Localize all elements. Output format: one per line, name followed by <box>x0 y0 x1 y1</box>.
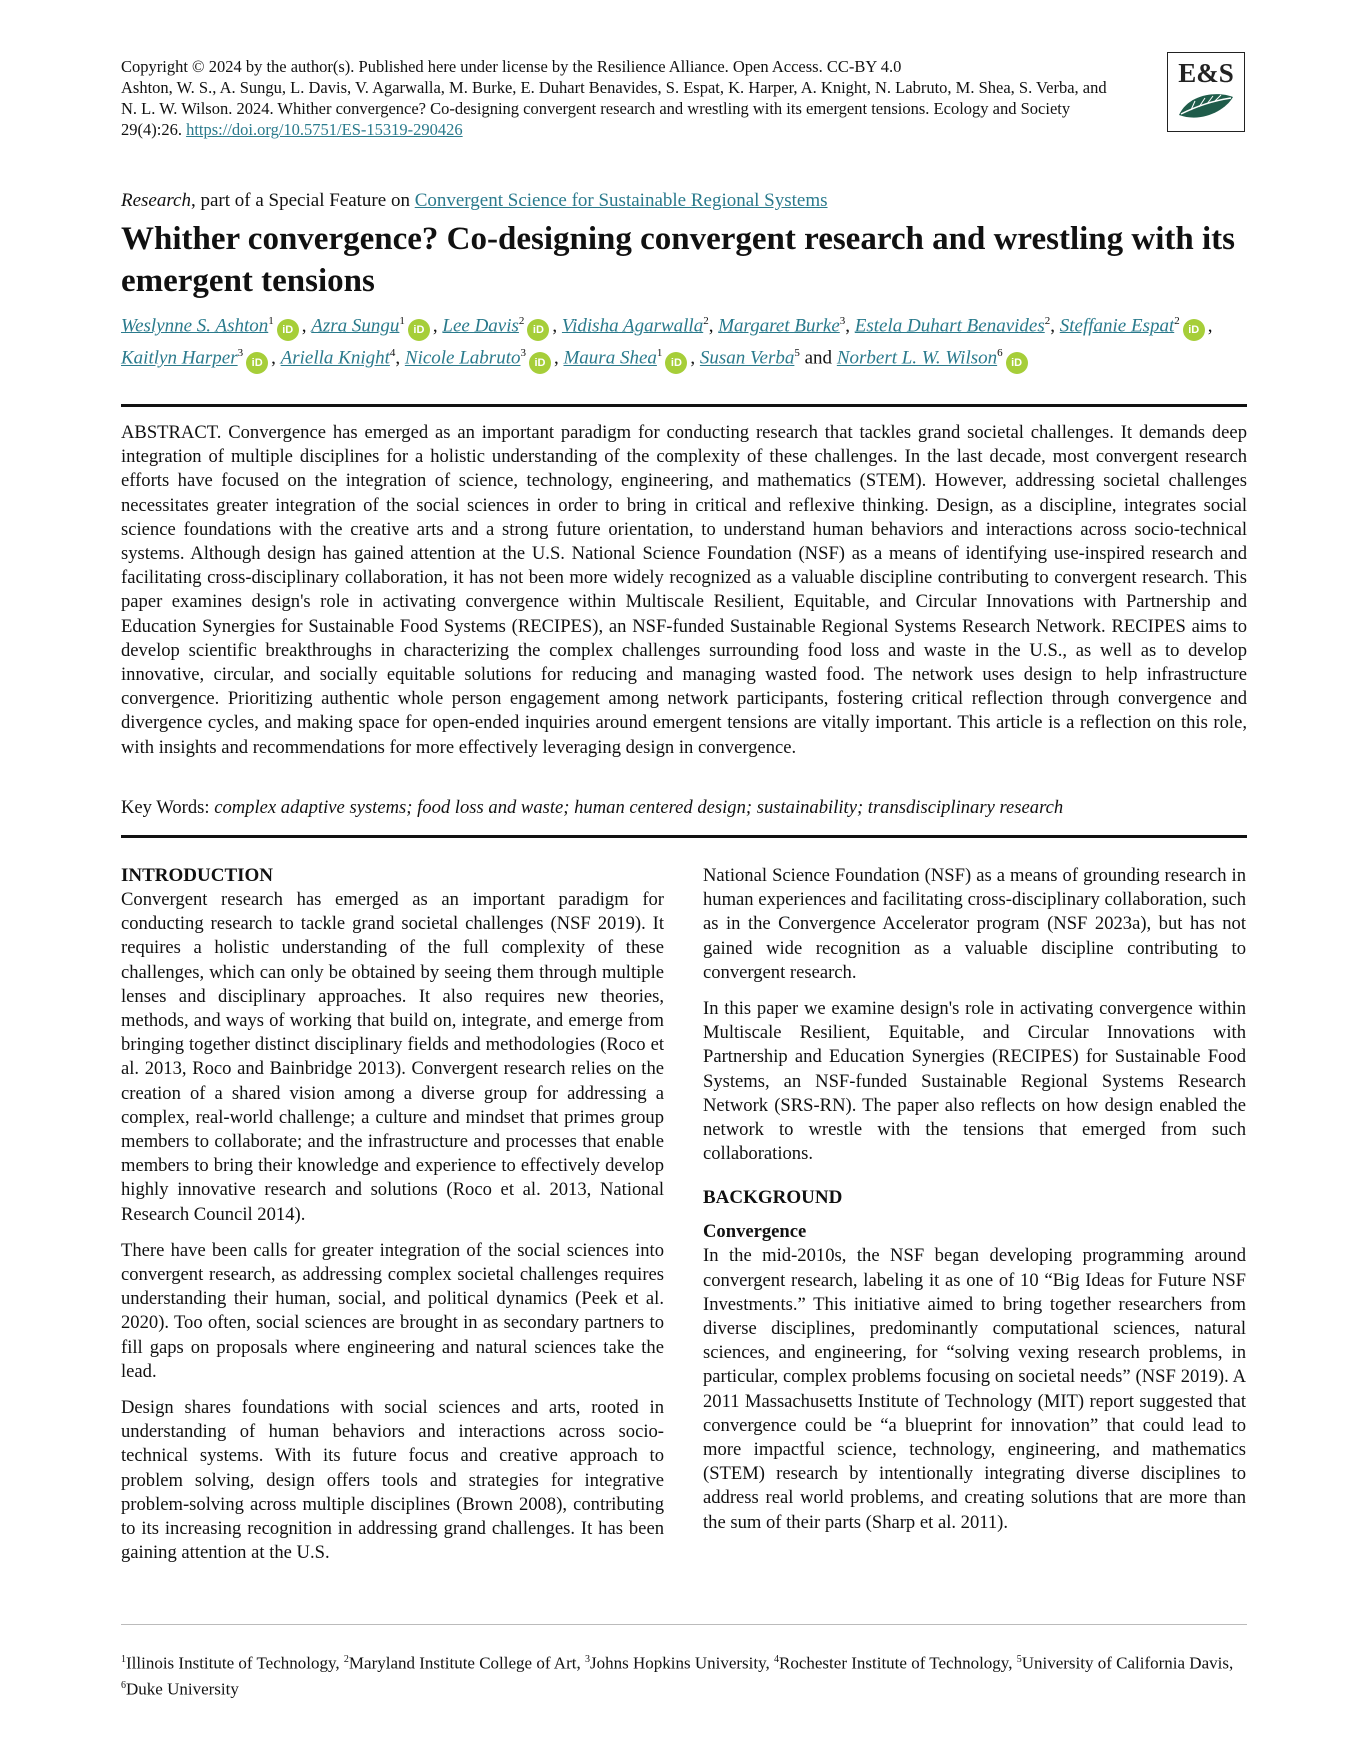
affiliation-number: 2 <box>343 1654 349 1665</box>
special-feature-link[interactable]: Convergent Science for Sustainable Regional Systems <box>414 190 828 211</box>
author-name-link[interactable]: Azra Sungu <box>311 315 400 337</box>
convergence-subheading: Convergence <box>703 1221 807 1243</box>
paragraph: In the mid-2010s, the NSF began developing programming around convergent research, labeling it as one of 10 “Big Ideas for Future NSF Investments.” This initiative aimed to bring together researchers from diverse disciplines, predominantly computational sciences, natural sciences, and engineering, for “solving vexing research problems, in particular, complex problems focusing on societal needs” (NSF 2019). A 2011 Massachusetts Institute of Technology (MIT) report suggested that convergence could be “a blueprint for innovation” that could lead to more impactful science, technology, engineering, and mathematics (STEM) research by intentionally integrating diverse disciplines to address real world problems, and creating solutions that are more than the sum of their parts (Sharp et al. 2011). <box>703 1245 1246 1533</box>
orcid-icon[interactable]: iD <box>246 352 268 374</box>
orcid-icon[interactable]: iD <box>408 319 430 341</box>
special-feature-line <box>121 190 828 212</box>
right-column <box>703 864 1246 1547</box>
article-title: Whither convergence? Co-designing convergent research and wrestling with its emergent tensions <box>121 221 1235 299</box>
feature-mid-text: , part of a Special Feature on <box>191 190 415 211</box>
affiliation-number: 4 <box>774 1654 779 1665</box>
left-column <box>121 864 664 1577</box>
orcid-icon[interactable]: iD <box>277 319 299 341</box>
affiliation-name: Duke University <box>126 1679 239 1699</box>
affiliation-number: 3 <box>584 1654 590 1665</box>
paragraph: Design shares foundations with social sciences and arts, rooted in understanding of human behaviors and interactions across socio-technical systems. With its future focus and creative approach to problem solving, design offers tools and strategies for integrative problem-solving across multiple disciplines (Brown 2008), contributing to its increasing recognition in addressing grand challenges. It has been gaining attention at the U.S. <box>121 1397 664 1564</box>
author-name-link[interactable]: Kaitlyn Harper <box>121 347 238 369</box>
affiliation-number: 3 <box>520 347 526 360</box>
affiliation-number: 1 <box>121 1654 126 1665</box>
affiliation-number: 6 <box>121 1679 126 1691</box>
orcid-icon[interactable]: iD <box>665 352 687 374</box>
author-name-link[interactable]: Estela Duhart Benavides <box>854 315 1045 337</box>
affiliation-number: 1 <box>268 315 274 327</box>
affiliation-name: Johns Hopkins University <box>589 1653 766 1673</box>
affiliation-number: 6 <box>997 347 1003 360</box>
author-name-link[interactable]: Norbert L. W. Wilson <box>836 347 998 369</box>
author-name-link[interactable]: Steffanie Espat <box>1059 315 1175 337</box>
affiliation-number: 1 <box>656 347 663 360</box>
orcid-icon[interactable]: iD <box>1006 352 1028 374</box>
citation-header <box>121 56 1121 140</box>
citation-text <box>121 77 1121 140</box>
keywords-text: complex adaptive systems; food loss and waste; human centered design; sustainability; transdisciplinary research <box>214 797 1064 818</box>
author-name-link[interactable]: Vidisha Agarwalla <box>561 315 704 337</box>
keywords-line <box>121 797 1247 819</box>
affiliation-number: 5 <box>794 347 800 360</box>
paragraph: Convergent research has emerged as an important paradigm for conducting research to tackle grand societal challenges (NSF 2019). It requires a holistic understanding of the full complexity of these challenges, which can only be obtained by seeing them through multiple lenses and disciplinary approaches. It also requires new theories, methods, and ways of working that build on, integrate, and emerge from bringing together distinct disciplinary fields and methodologies (Roco et al. 2013, Roco and Bainbridge 2013). Convergent research relies on the creation of a shared vision among a diverse group for addressing a complex, real-world challenge; a culture and mindset that primes group members to collaborate; and the infrastructure and processes that enable members to bring their knowledge and experience to effectively develop highly innovative research and solutions (Roco et al. 2013, National Research Council 2014). <box>121 889 664 1225</box>
article-type: Research <box>121 190 191 211</box>
author-name-link[interactable]: Margaret Burke <box>718 315 840 337</box>
author-name-link[interactable]: Ariella Knight <box>280 347 390 369</box>
abstract-divider <box>121 835 1247 838</box>
affiliation-number: 3 <box>237 347 244 360</box>
background-heading: BACKGROUND <box>703 1187 843 1209</box>
affiliation-number: 5 <box>1016 1654 1022 1665</box>
affiliations-footnote: $^1$Illinois Institute of Technology, $^2$Maryland Institute College of Art, $^3$Johns Hopkins University, $^4$Rochester Institute of Technology, $^5$University of California Davis, $^6$Duke University <box>121 1653 1234 1699</box>
top-divider <box>121 404 1247 407</box>
affiliation-number: 3 <box>839 315 846 327</box>
affiliation-number: 2 <box>703 315 709 327</box>
citation-body: Ashton, W. S., A. Sungu, L. Davis, V. Agarwalla, M. Burke, E. Duhart Benavides, S. Espat, K. Harper, A. Knight, N. Labruto, M. Shea, S. Verba, and N. L. W. Wilson. 2024. Whither convergence? Co-designing convergent research and wrestling with its emergent tensions. Ecology and Society 29(4):26. <box>121 78 1107 139</box>
author-name-link[interactable]: Weslynne S. Ashton <box>121 315 269 337</box>
paragraph: In this paper we examine design's role in activating convergence within Multiscale Resilient, Equitable, and Circular Innovations with Partnership and Education Synergies (RECIPES) for Sustainable Food Systems, an NSF-funded Sustainable Regional Systems Research Network (SRS-RN). The paper also reflects on how design enabled the network to wrestle with the tensions that emerged from such collaborations. <box>703 998 1246 1165</box>
journal-logo <box>1167 52 1245 132</box>
orcid-icon[interactable]: iD <box>529 352 551 374</box>
affiliation-number: 4 <box>389 347 396 360</box>
author-name-link[interactable]: Maura Shea <box>563 347 657 369</box>
paragraph: There have been calls for greater integration of the social sciences into convergent research, as addressing complex societal challenges requires understanding their human, social, and political dynamics (Peek et al. 2020). Too often, social sciences are brought in as secondary partners to fill gaps on proposals where engineering and natural sciences take the lead. <box>121 1239 664 1382</box>
affiliation-number: 2 <box>518 315 525 327</box>
keywords-label: Key Words: <box>121 797 215 818</box>
author-name-link[interactable]: Nicole Labruto <box>404 347 521 369</box>
orcid-icon[interactable]: iD <box>1183 319 1205 341</box>
affiliation-name: Maryland Institute College of Art <box>348 1653 577 1673</box>
affiliation-number: 1 <box>399 315 405 327</box>
author-name-link[interactable]: Lee Davis <box>442 315 519 337</box>
and-word: and <box>804 347 833 369</box>
affiliation-number: 2 <box>1044 315 1051 327</box>
paragraph: National Science Foundation (NSF) as a means of grounding research in human experiences and facilitating cross-disciplinary collaboration, such as in the Convergence Accelerator program (NSF 2023a), but has not gained wide recognition as a valuable discipline contributing to convergent research. <box>703 865 1246 983</box>
leaf-icon <box>1175 89 1237 123</box>
journal-logo-text: E&S <box>1178 58 1234 88</box>
doi-link[interactable]: https://doi.org/10.5751/ES-15319-290426 <box>186 120 463 139</box>
copyright-line: Copyright © 2024 by the author(s). Published here under license by the Resilience Alliance. Open Access. CC-BY 4.0 <box>121 57 902 76</box>
introduction-heading: INTRODUCTION <box>121 865 274 886</box>
author-list: Weslynne S. Ashton$^1$iD , Azra Sungu$^1$iD , Lee Davis$^2$iD , Vidisha Agarwalla$^2$, Margaret Burke$^3$, Estela Duhart Benavides$^2$, Steffanie Espat$^2$iD , Kaitlyn Harper$^3$iD , Ariella Knight$^4$, Nicole Labruto$^3$iD , Maura Shea$^1$iD , Susan Verba$^5$ and Norbert L. W. Wilson$^6$iD <box>121 309 1251 374</box>
affiliation-name: Rochester Institute of Technology <box>779 1653 1009 1673</box>
footnote-divider <box>121 1624 1247 1625</box>
abstract: ABSTRACT. Convergence has emerged as an important paradigm for conducting research that tackles grand societal challenges. It demands deep integration of multiple disciplines for a holistic understanding of the complexity of these challenges. In the last decade, most convergent research efforts have focused on the integration of science, technology, engineering, and mathematics (STEM). However, addressing societal challenges necessitates greater integration of the social sciences in order to bring in critical and reflexive thinking. Design, as a discipline, integrates social science foundations with the creative arts and a strong future orientation, to understand human behaviors and interactions across socio-technical systems. Although design has gained attention at the U.S. National Science Foundation (NSF) as a means of identifying use-inspired research and facilitating cross-disciplinary collaboration, it has not been more widely recognized as a valuable discipline contributing to convergent research. This paper examines design's role in activating convergence within Multiscale Resilient, Equitable, and Circular Innovations with Partnership and Education Synergies for Sustainable Food Systems (RECIPES), an NSF-funded Sustainable Regional Systems Research Network. RECIPES aims to develop scientific breakthroughs in characterizing the complex challenges surrounding food loss and waste in the U.S., as well as to develop innovative, circular, and socially equitable solutions for reducing and managing wasted food. The network uses design to help infrastructure convergence. Prioritizing authentic whole person engagement among network participants, fostering critical reflection through convergence and divergence cycles, and making space for open-ended inquiries around emergent tensions are vitally important. This article is a reflection on this role, with insights and recommendations for more effectively leveraging design in convergence. <box>121 422 1247 758</box>
orcid-icon[interactable]: iD <box>527 319 549 341</box>
affiliation-name: University of California Davis <box>1021 1653 1229 1673</box>
affiliation-number: 2 <box>1174 315 1180 327</box>
author-name-link[interactable]: Susan Verba <box>699 347 795 369</box>
affiliation-name: Illinois Institute of Technology <box>126 1653 336 1673</box>
